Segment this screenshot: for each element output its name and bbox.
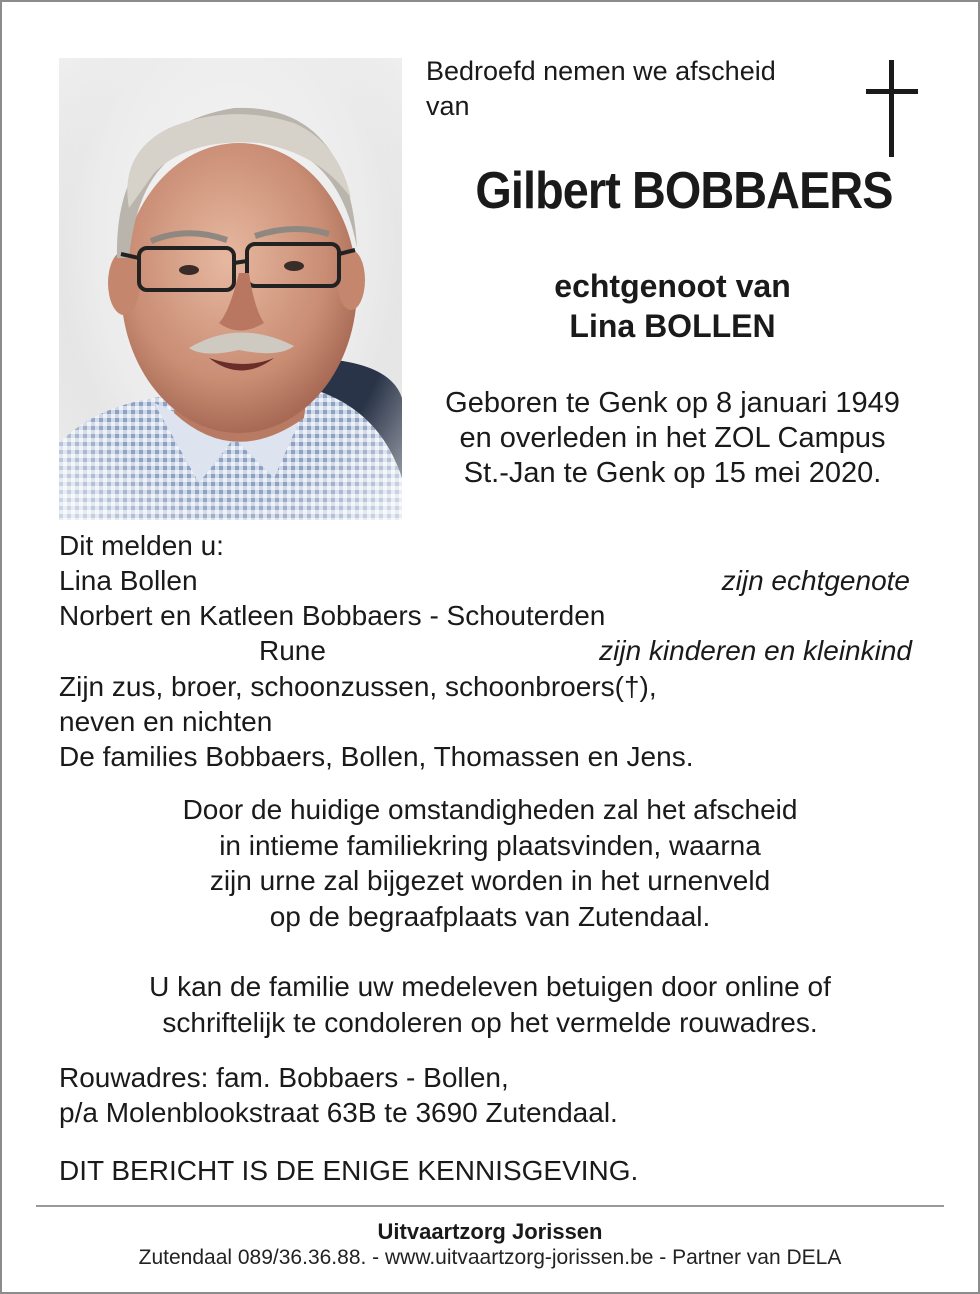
condolence-text — [40, 969, 940, 1040]
extended-family-line: Zijn zus, broer, schoonzussen, schoonbroers(†), — [59, 671, 657, 702]
ceremony-line: op de begraafplaats van Zutendaal. — [269, 900, 711, 932]
ceremony-line: zijn urne zal bijgezet worden in het urnenveld — [209, 865, 771, 896]
ceremony-text — [40, 792, 940, 934]
death-line-2: St.-Jan te Genk op 15 mei 2020. — [463, 457, 882, 489]
spouse-block — [400, 266, 945, 346]
footer-divider — [36, 1205, 944, 1207]
condolence-line: schriftelijk te condoleren op het vermelde rouwadres. — [162, 1006, 818, 1038]
address-line: Rouwadres: fam. Bobbaers - Bollen, — [59, 1062, 509, 1093]
family-member-relation: zijn echtgenote — [721, 565, 910, 596]
condolence-line: U kan de familie uw medeleven betuigen door online of — [149, 971, 831, 1002]
family-member-name: Rune — [259, 635, 326, 666]
announcement-heading: Dit melden u: — [59, 530, 224, 561]
deceased-name: Gilbert BOBBAERS — [475, 162, 893, 220]
intro-text — [426, 54, 776, 124]
portrait-photo — [59, 58, 402, 520]
family-member-relation: zijn kinderen en kleinkind — [599, 635, 912, 666]
family-member-name: Norbert en Katleen Bobbaers - Schouterden — [59, 600, 606, 631]
spouse-name: Lina BOLLEN — [569, 308, 776, 344]
mourning-address — [59, 1060, 618, 1130]
extended-family-line: De families Bobbaers, Bollen, Thomassen en Jens. — [59, 741, 694, 772]
birth-line: Geboren te Genk op 8 januari 1949 — [445, 387, 900, 419]
ceremony-line: Door de huidige omstandigheden zal het afscheid — [182, 794, 798, 825]
intro-line-2: van — [426, 91, 470, 121]
ceremony-line: in intieme familiekring plaatsvinden, waarna — [219, 829, 761, 861]
funeral-company-contact: Zutendaal 089/36.36.88. - www.uitvaartzorg-jorissen.be - Partner van DELA — [138, 1246, 842, 1269]
cross-icon — [862, 60, 922, 160]
birth-death-block — [400, 386, 945, 491]
funeral-company-name: Uitvaartzorg Jorissen — [377, 1219, 603, 1244]
spouse-relation: echtgenoot van — [554, 268, 791, 304]
intro-line-1: Bedroefd nemen we afscheid — [426, 56, 776, 86]
only-notice-text: DIT BERICHT IS DE ENIGE KENNISGEVING. — [59, 1155, 639, 1186]
death-line-1: en overleden in het ZOL Campus — [459, 422, 886, 454]
family-member-name: Lina Bollen — [59, 565, 198, 596]
address-line: p/a Molenblookstraat 63B te 3690 Zutendaal. — [59, 1097, 618, 1128]
extended-family-line: neven en nichten — [59, 706, 273, 737]
